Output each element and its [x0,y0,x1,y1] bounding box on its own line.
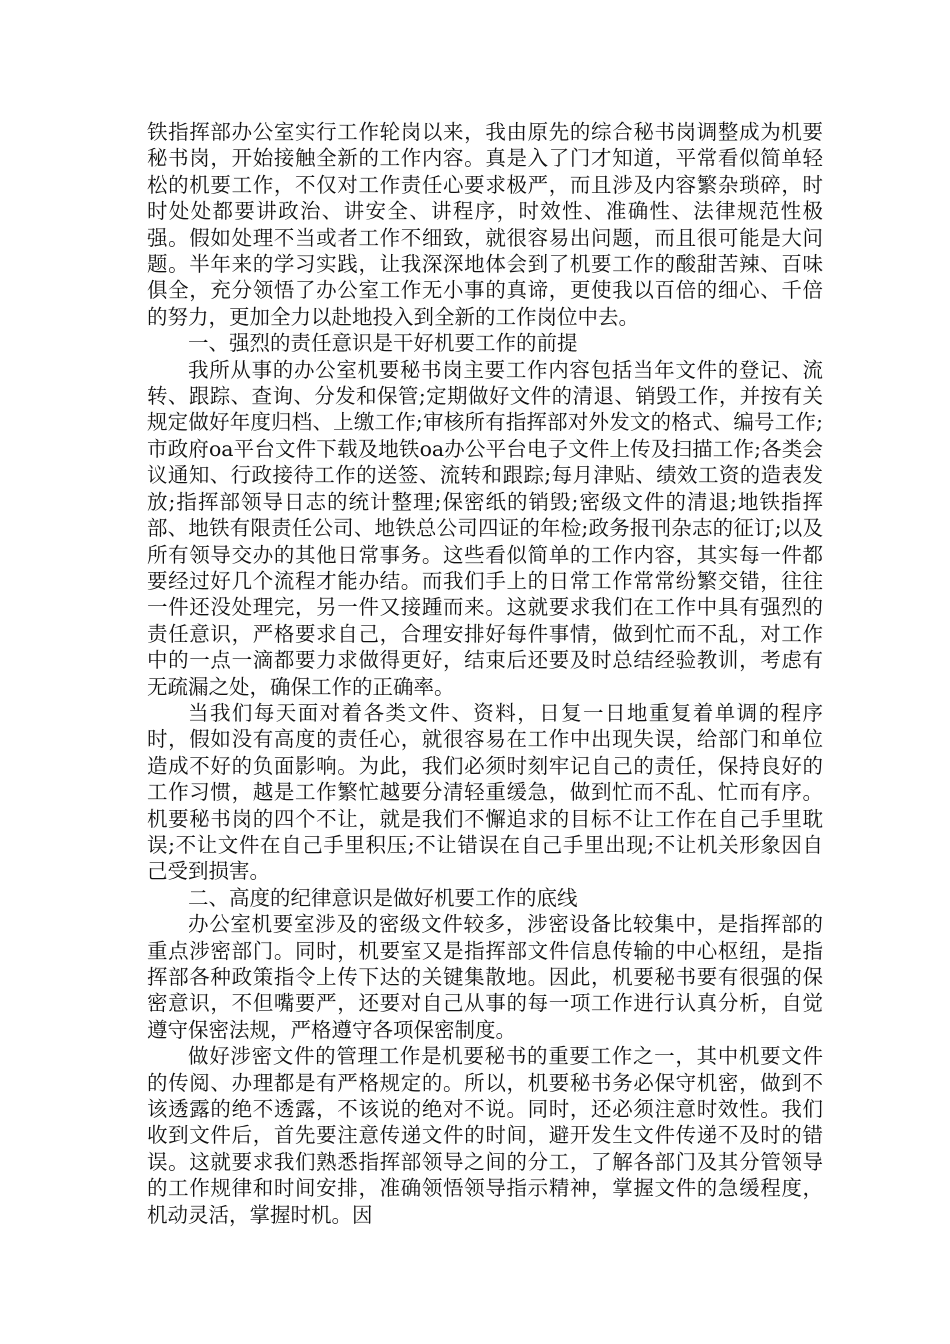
paragraph-confidentiality: 办公室机要室涉及的密级文件较多，涉密设备比较集中，是指挥部的重点涉密部门。同时，机要室又是指挥部文件信息传输的中心枢纽，是指挥部各种政策指令上传下达的关键集散地。因此，机要秘书要有很强的保密意识，不但嘴要严，还要对自己从事的每一项工作进行认真分析，自觉遵守保密法规，严格遵守各项保密制度。 [147,912,823,1042]
paragraph-intro: 铁指挥部办公室实行工作轮岗以来，我由原先的综合秘书岗调整成为机要秘书岗，开始接触全新的工作内容。真是入了门才知道，平常看似简单轻松的机要工作，不仅对工作责任心要求极严，而且涉及内容繁杂琐碎，时时处处都要讲政治、讲安全、讲程序，时效性、准确性、法律规范性极强。假如处理不当或者工作不细致，就很容易出问题，而且很可能是大问题。半年来的学习实践，让我深深地体会到了机要工作的酸甜苦辣、百味俱全，充分领悟了办公室工作无小事的真谛，更使我以百倍的细心、千倍的努力，更加全力以赴地投入到全新的工作岗位中去。 [147,120,823,329]
paragraph-document-management: 做好涉密文件的管理工作是机要秘书的重要工作之一，其中机要文件的传阅、办理都是有严格规定的。所以，机要秘书务必保守机密，做到不该透露的绝不透露，不该说的绝对不说。同时，还必须注意时效性。我们收到文件后，首先要注意传递文件的时间，避开发生文件传递不及时的错误。这就要求我们熟悉指挥部领导之间的分工，了解各部门及其分管领导的工作规律和时间安排，准确领悟领导指示精神，掌握文件的急缓程度，机动灵活，掌握时机。因 [147,1044,823,1227]
section-heading-2: 二、高度的纪律意识是做好机要工作的底线 [188,885,578,910]
paragraph-duties: 我所从事的办公室机要秘书岗主要工作内容包括当年文件的登记、流转、跟踪、查询、分发和保管;定期做好文件的清退、销毁工作，并按有关规定做好年度归档、上缴工作;审核所有指挥部对外发文的格式、编号工作;市政府oa平台文件下载及地铁oa办公平台电子文件上传及扫描工作;各类会议通知、行政接待工作的送签、流转和跟踪;每月津贴、绩效工资的造表发放;指挥部领导日志的统计整理;保密纸的销毁;密级文件的清退;地铁指挥部、地铁有限责任公司、地铁总公司四证的年检;政务报刊杂志的征订;以及所有领导交办的其他日常事务。这些看似简单的工作内容，其实每一件都要经过好几个流程才能办结。而我们手上的日常工作常常纷繁交错，往往一件还没处理完，另一件又接踵而来。这就要求我们在工作中具有强烈的责任意识，严格要求自己，合理安排好每件事情，做到忙而不乱，对工作中的一点一滴都要力求做得更好，结束后还要及时总结经验教训，考虑有无疏漏之处，确保工作的正确率。 [147,357,823,699]
document-page [147,119,823,1228]
section-heading-1: 一、强烈的责任意识是干好机要工作的前提 [188,331,578,356]
paragraph-responsibility: 当我们每天面对着各类文件、资料，日复一日地重复着单调的程序时，假如没有高度的责任心，就很容易在工作中出现失误，给部门和单位造成不好的负面影响。为此，我们必须时刻牢记自己的责任，保持良好的工作习惯，越是工作繁忙越要分清轻重缓急，做到忙而不乱、忙而有序。机要秘书岗的四个不让，就是我们不懈追求的目标不让工作在自己手里耽误;不让文件在自己手里积压;不让错误在自己手里出现;不让机关形象因自己受到损害。 [147,700,823,884]
